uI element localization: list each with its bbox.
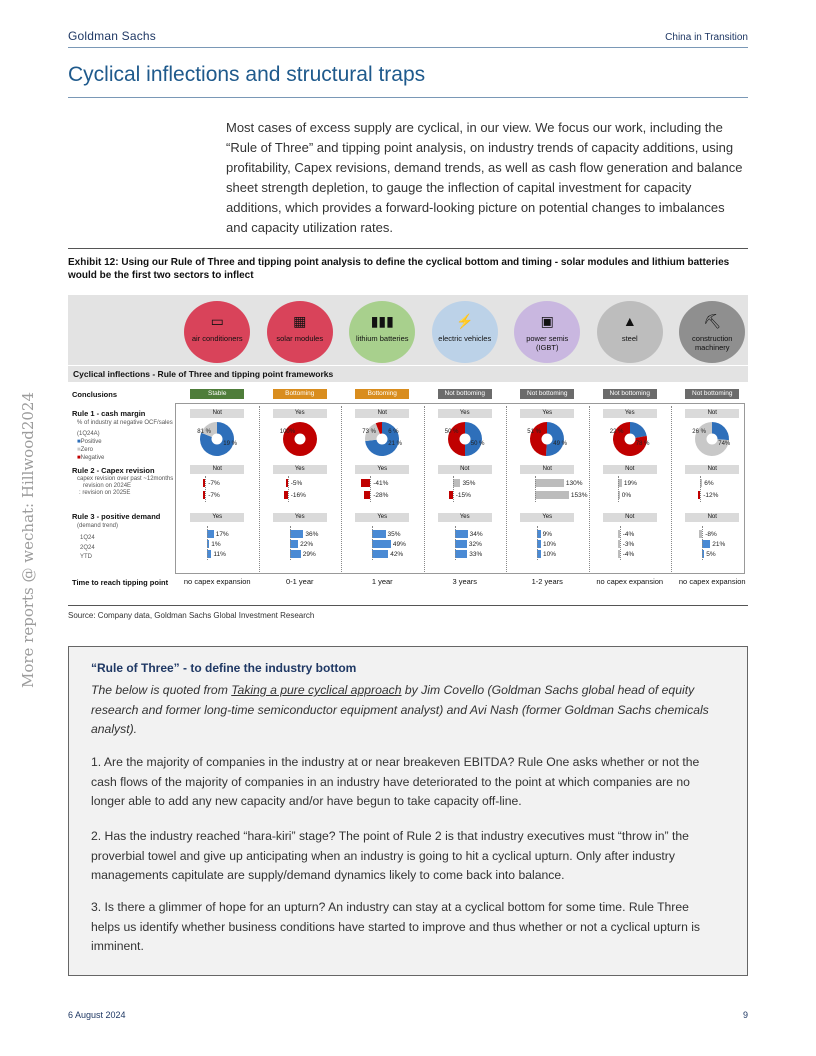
rule2-flag: Not <box>520 465 574 474</box>
rule2-bar <box>361 479 370 487</box>
header-divider <box>68 47 748 48</box>
column-separator <box>341 406 342 572</box>
rule1-donut <box>358 419 406 459</box>
rule3-value: -4% <box>622 551 635 558</box>
legend-positive-label: Positive <box>80 439 102 445</box>
rule1-donut <box>606 419 654 459</box>
rule3-axis <box>372 526 373 560</box>
rule1-label: 22 % <box>609 429 624 435</box>
rule3-flag: Yes <box>190 513 244 522</box>
exhibit-bottom-rule <box>68 605 748 606</box>
sector-name: power semis (IGBT) <box>526 334 569 352</box>
rule3-value: 10% <box>543 541 557 548</box>
rule1-label: 6 % <box>388 429 399 435</box>
sector-name: steel <box>621 334 638 343</box>
rule1-donut <box>193 419 241 459</box>
conclusion-badge: Not bottoming <box>520 389 574 399</box>
rule3-value: 1% <box>211 541 221 548</box>
legend-zero: ■Zero <box>77 447 93 453</box>
rule2-value: -16% <box>290 492 306 499</box>
rule3-bar <box>372 540 391 548</box>
electric-vehicle-icon: ⚡ <box>456 313 474 329</box>
donut-hole <box>542 434 553 445</box>
rule2-2025-label: : revision on 2025E <box>79 490 131 496</box>
sector-name: solar modules <box>276 334 324 343</box>
rule2-axis <box>453 476 454 502</box>
rule3-subtitle: (demand trend) <box>77 523 119 529</box>
donut-hole <box>294 434 305 445</box>
sector-name: air conditioners <box>191 334 243 343</box>
conclusion-badge: Bottoming <box>355 389 409 399</box>
rule2-bar <box>535 479 564 487</box>
rule1-label: 73 % <box>362 429 376 435</box>
rule3-value: 36% <box>305 531 319 538</box>
rule3-value: -4% <box>622 531 635 538</box>
rule3-bar <box>290 530 304 538</box>
rule3-flag: Not <box>603 513 657 522</box>
rule3-axis <box>455 526 456 560</box>
rule1-donut <box>276 419 324 459</box>
rule1-flag: Yes <box>520 409 574 418</box>
rule3-axis <box>702 526 703 560</box>
rule3-value: 32% <box>468 541 482 548</box>
legend-zero-label: Zero <box>80 447 93 453</box>
rule1-label: 21 % <box>388 441 402 447</box>
rule-one-paragraph: 1. Are the majority of companies in the industry at or near breakeven EBITDA? Rule One asks whether or not the cash flows of the majority of companies in an industry have deteriorated to the point at which companies are no longer able to add any new capacity and/or have begun to take capacity off-line. <box>91 755 700 808</box>
title-divider <box>68 97 748 98</box>
rule1-period: (1Q24A) <box>77 431 100 437</box>
rule3-1q24-label: 1Q24 <box>80 535 95 541</box>
intro-paragraph: Most cases of excess supply are cyclical, in our view. We focus our work, including the “Rule of Three” and tipping point analysis, on industry trends of capacity additions, using profitability, Capex revisions, demand trends, as well as cash flow generation and balance sheet strength depletion, to gauge the inflection of capital investment for capacity additions, which provides a forward-looking picture on potential changes to imbalances and capacity utilization rates. <box>226 120 743 235</box>
rule3-value: -8% <box>705 531 717 538</box>
exhibit-top-rule <box>68 248 748 249</box>
rule3-value: 9% <box>542 531 553 538</box>
tipping-point-value: 1-2 years <box>531 577 563 586</box>
battery-icon: ▮▮▮ <box>370 313 394 329</box>
rule2-value: -28% <box>373 492 389 499</box>
rule2-axis <box>618 476 619 502</box>
rule2-bar <box>535 491 569 499</box>
legend-negative-label: Negative <box>80 455 105 461</box>
column-separator <box>506 406 507 572</box>
rule3-bar <box>455 530 468 538</box>
rule3-value: -3% <box>622 541 635 548</box>
rule2-value: 0% <box>621 492 632 499</box>
rule3-value: 49% <box>392 541 406 548</box>
rule3-label: Rule 3 - positive demand <box>72 512 161 521</box>
rule1-label: 100% <box>279 429 296 435</box>
rule2-axis <box>700 476 701 502</box>
rule2-axis <box>288 476 289 502</box>
legend-positive: ■Positive <box>77 439 102 445</box>
rule3-value: 29% <box>302 551 316 558</box>
column-separator <box>259 406 260 572</box>
rule3-bar <box>372 530 385 538</box>
page-title: Cyclical inflections and structural traps <box>68 63 426 86</box>
rule2-value: 6% <box>704 480 714 487</box>
rule3-bar <box>702 540 710 548</box>
rule2-flag: Not <box>190 465 244 474</box>
rule2-flag: Not <box>603 465 657 474</box>
rule2-flag: Not <box>685 465 739 474</box>
sector-solar-panel-icon <box>267 301 333 363</box>
tipping-point-value: 3 years <box>452 577 478 586</box>
sector-excavator-icon <box>679 301 745 363</box>
rule3-bar <box>455 550 468 558</box>
rule3-bar <box>372 550 388 558</box>
rule3-value: 17% <box>215 531 229 538</box>
rule1-label: 74% <box>718 441 731 447</box>
solar-panel-icon: ▦ <box>293 313 307 329</box>
conclusion-badge: Not bottoming <box>685 389 739 399</box>
rule-of-three-title: “Rule of Three” - to define the industry bottom <box>91 661 357 675</box>
rule1-donut <box>688 419 736 459</box>
rule1-flag: Not <box>190 409 244 418</box>
donut-hole <box>707 434 718 445</box>
quote-source-link[interactable]: Taking a pure cyclical approach <box>231 683 402 697</box>
sector-power-chip-icon <box>514 301 580 363</box>
conclusion-badge: Not bottoming <box>603 389 657 399</box>
conclusion-badge: Bottoming <box>273 389 327 399</box>
brand-name: Goldman Sachs <box>68 29 156 43</box>
tipping-point-value: no capex expansion <box>183 577 251 586</box>
rule3-ytd-label: YTD <box>80 554 92 560</box>
page-number: 9 <box>742 1010 748 1020</box>
rule1-label: 51 % <box>527 429 541 435</box>
rule2-value: -15% <box>455 492 471 499</box>
rule2-value: -41% <box>373 480 389 487</box>
rule3-2q24-label: 2Q24 <box>80 545 95 551</box>
rule3-axis <box>620 526 621 560</box>
report-title: China in Transition <box>665 32 748 43</box>
rule3-bar <box>455 540 467 548</box>
rule3-axis <box>537 526 538 560</box>
rule3-flag: Yes <box>355 513 409 522</box>
donut-hole <box>459 434 470 445</box>
framework-title: Cyclical inflections - Rule of Three and tipping point frameworks <box>68 366 748 382</box>
rule1-flag: Yes <box>438 409 492 418</box>
rule3-value: 42% <box>390 551 404 558</box>
rule3-value: 34% <box>469 531 483 538</box>
rule3-axis <box>207 526 208 560</box>
sector-name: construction machinery <box>692 334 733 352</box>
conclusion-badge: Not bottoming <box>438 389 492 399</box>
exhibit-caption: Exhibit 12: Using our Rule of Three and tipping point analysis to define the cyclical bottom and timing - solar modules and lithium batteries would be the first two sectors to inflect <box>68 257 730 281</box>
tipping-point-value: 1 year <box>371 577 393 586</box>
rule1-label: Rule 1 - cash margin <box>72 409 146 418</box>
rule3-bar <box>290 540 298 548</box>
rule3-flag: Not <box>685 513 739 522</box>
rule2-axis <box>205 476 206 502</box>
rule2-bar <box>453 479 461 487</box>
rule3-bar <box>290 550 301 558</box>
watermark: More reports @ wechat: Hillwood2024 <box>19 391 37 689</box>
tipping-point-value: 0-1 year <box>285 577 314 586</box>
rule2-value: 153% <box>570 492 588 499</box>
rule3-flag: Yes <box>273 513 327 522</box>
rule2-value: 35% <box>462 480 476 487</box>
rule3-value: 11% <box>213 551 226 558</box>
column-separator <box>589 406 590 572</box>
quote-suffix: by Jim Covello (Goldman Sachs global head of equity research and former long-time semiconductor equipment analyst) and Avi Nash (former Goldman Sachs chemicals analyst). <box>91 683 709 736</box>
rule1-label: 50 % <box>444 429 459 435</box>
sector-electric-vehicle-icon <box>432 301 498 363</box>
column-separator <box>671 406 672 572</box>
column-separator <box>424 406 425 572</box>
rule2-label: Rule 2 - Capex revision <box>72 466 155 475</box>
rule3-value: 10% <box>543 551 557 558</box>
rule3-axis <box>290 526 291 560</box>
rule1-subtitle: % of industry at negative OCF/sales <box>77 420 173 426</box>
rule3-value: 5% <box>706 551 716 558</box>
tipping-point-value: no capex expansion <box>596 577 664 586</box>
rule2-flag: Yes <box>273 465 327 474</box>
rule2-value: -12% <box>703 492 719 499</box>
rule-two-paragraph: 2. Has the industry reached “hara-kiri” stage? The point of Rule 2 is that industry executives must “throw in” the proverbial towel and give up anticipating when an industry is going to hit a cyclical upturn. Only after industry managements capitulate are supply/demand dynamics likely to come back into balance. <box>91 829 689 882</box>
air-conditioner-icon: ▭ <box>210 313 224 329</box>
rule3-value: 22% <box>300 541 314 548</box>
rule1-label: 49 % <box>553 441 567 447</box>
rule2-axis <box>370 476 371 502</box>
rule2-subtitle: capex revision over past ~12months <box>77 476 174 482</box>
steel-cart-icon: ▲ <box>622 313 637 329</box>
rule2-flag: Yes <box>355 465 409 474</box>
rule1-donut <box>523 419 571 459</box>
rule2-value: -7% <box>208 492 220 499</box>
rule1-flag: Yes <box>273 409 327 418</box>
rule3-value: 21% <box>712 541 726 548</box>
rule3-value: 33% <box>469 551 483 558</box>
rule2-flag: Not <box>438 465 492 474</box>
rule2-value: -7% <box>208 480 220 487</box>
rule-three-paragraph: 3. Is there a glimmer of hope for an upturn? An industry can stay at a cyclical bottom for some time. Rule Three helps us identify whether business conditions have started to improve and thus whether or not a cyclical upturn is imminent. <box>91 900 701 953</box>
tipping-point-value: no capex expansion <box>678 577 746 586</box>
power-chip-icon: ▣ <box>540 313 554 329</box>
sector-air-conditioner-icon <box>184 301 250 363</box>
exhibit-source: Source: Company data, Goldman Sachs Global Investment Research <box>68 611 315 620</box>
rule1-label: 19 % <box>223 441 237 447</box>
rule2-2024-label: revision on 2024E <box>83 483 132 489</box>
sector-name: electric vehicles <box>438 334 492 343</box>
excavator-icon: ⛏ <box>703 313 722 329</box>
rule2-2025-text: revision on 2025E <box>82 490 131 496</box>
rule1-label: 50 % <box>470 441 485 447</box>
rule1-label: 26 % <box>692 429 706 435</box>
donut-hole <box>624 434 635 445</box>
donut-hole <box>212 434 223 445</box>
rule1-flag: Yes <box>603 409 657 418</box>
rule3-flag: Yes <box>520 513 574 522</box>
rule2-axis <box>535 476 536 502</box>
sector-battery-icon <box>349 301 415 363</box>
rule1-flag: Not <box>355 409 409 418</box>
rule1-label: 81 % <box>197 429 211 435</box>
rule3-flag: Yes <box>438 513 492 522</box>
footer-date: 6 August 2024 <box>68 1010 126 1020</box>
legend-negative: ■Negative <box>77 455 105 461</box>
rule1-donut <box>441 419 489 459</box>
conclusion-badge: Stable <box>190 389 244 399</box>
conclusions-label: Conclusions <box>72 390 118 399</box>
rule2-value: 130% <box>565 480 583 487</box>
rule3-value: 35% <box>387 531 401 538</box>
donut-hole <box>377 434 388 445</box>
quote-prefix: The below is quoted from <box>91 683 228 697</box>
rule1-label: 78 % <box>635 441 650 447</box>
tipping-label: Time to reach tipping point <box>72 578 169 587</box>
rule2-value: -5% <box>290 480 303 487</box>
sector-name: lithium batteries <box>355 334 409 343</box>
rule2-value: 19% <box>623 480 637 487</box>
rule1-flag: Not <box>685 409 739 418</box>
rule-of-three-quote <box>91 681 721 740</box>
sector-steel-cart-icon <box>597 301 663 363</box>
